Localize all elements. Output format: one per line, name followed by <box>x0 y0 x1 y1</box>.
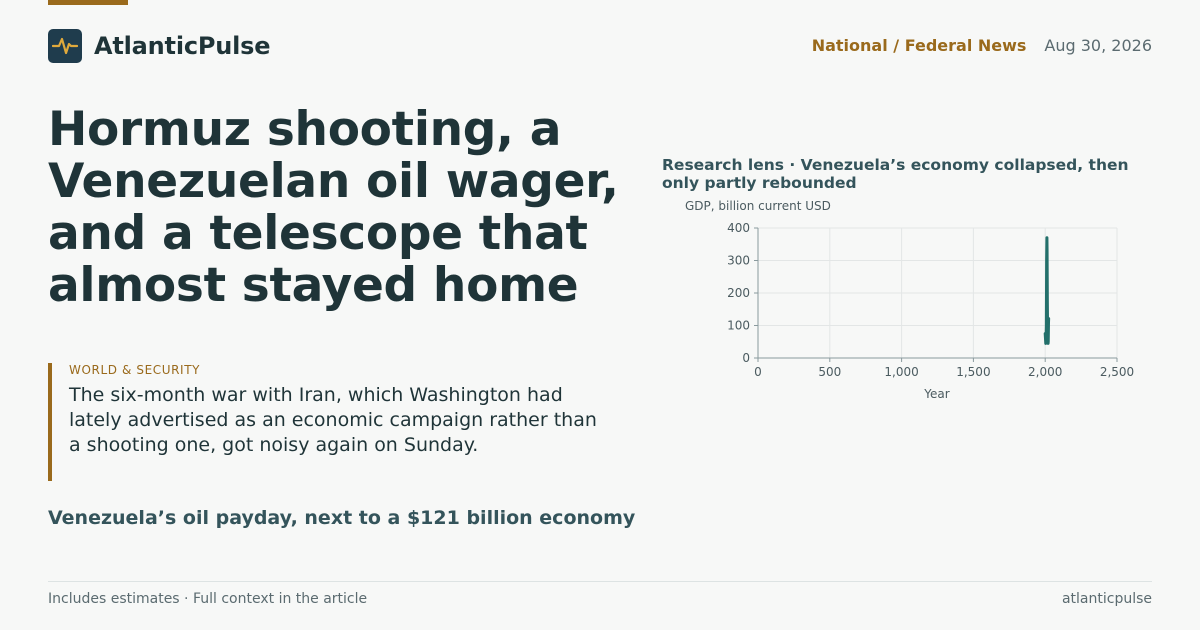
y-tick-label: 200 <box>727 286 750 300</box>
data-point <box>1044 333 1046 335</box>
y-tick-label: 400 <box>727 221 750 235</box>
x-tick-label: 0 <box>754 365 762 379</box>
x-tick-label: 2,500 <box>1099 365 1135 379</box>
publish-date: Aug 30, 2026 <box>1044 36 1152 55</box>
data-point <box>1045 343 1047 345</box>
y-tick-label: 100 <box>727 318 750 333</box>
data-point <box>1047 325 1049 327</box>
brand-logo <box>48 29 82 63</box>
dek-text: The six-month war with Iran, which Washington had lately advertised as an economic campaign rather than a shooting one, got noisy again on Sunday. <box>69 384 597 456</box>
dek-block <box>48 363 608 481</box>
data-point <box>1047 338 1049 340</box>
footer-note: Includes estimates · Full context in the article <box>48 591 368 607</box>
chart-title: Research lens · Venezuela’s economy collapsed, then only partly rebounded <box>662 156 1129 192</box>
related-link[interactable]: Venezuela’s oil payday, next to a $121 billion economy <box>48 507 636 529</box>
x-axis-label: Year <box>924 387 950 401</box>
data-point <box>1046 260 1048 262</box>
brand-name: AtlanticPulse <box>94 32 271 60</box>
footer-divider <box>48 581 1152 582</box>
data-point <box>1045 339 1047 341</box>
top-accent-bar <box>48 0 128 5</box>
pulse-icon <box>52 36 78 56</box>
x-tick-label: 1,000 <box>884 365 919 379</box>
x-tick-label: 500 <box>818 365 842 379</box>
y-axis-label: GDP, billion current USD <box>685 199 831 213</box>
header-meta <box>812 36 1152 55</box>
data-point <box>1048 318 1050 320</box>
x-tick-label: 2,000 <box>1028 365 1063 379</box>
headline: Hormuz shooting, a Venezuelan oil wager, and a telescope that almost stayed home <box>48 102 619 313</box>
data-point <box>1047 302 1049 304</box>
data-point <box>1046 276 1048 278</box>
data-point <box>1045 338 1047 340</box>
data-point <box>1046 237 1048 239</box>
data-point <box>1048 331 1050 333</box>
footer-site[interactable]: atlanticpulse <box>1061 591 1152 607</box>
kicker: WORLD & SECURITY <box>69 363 201 377</box>
data-point <box>1047 343 1049 345</box>
data-point <box>1047 341 1049 343</box>
y-tick-label: 300 <box>727 253 750 268</box>
data-point <box>1046 250 1048 252</box>
data-point <box>1048 321 1050 323</box>
y-tick-label: 0 <box>742 351 750 365</box>
brand[interactable] <box>48 28 270 64</box>
gdp-chart <box>662 195 1152 410</box>
gdp-series-line <box>1045 238 1048 344</box>
x-tick-label: 1,500 <box>956 365 991 379</box>
section-link[interactable]: National / Federal News <box>811 36 1027 55</box>
